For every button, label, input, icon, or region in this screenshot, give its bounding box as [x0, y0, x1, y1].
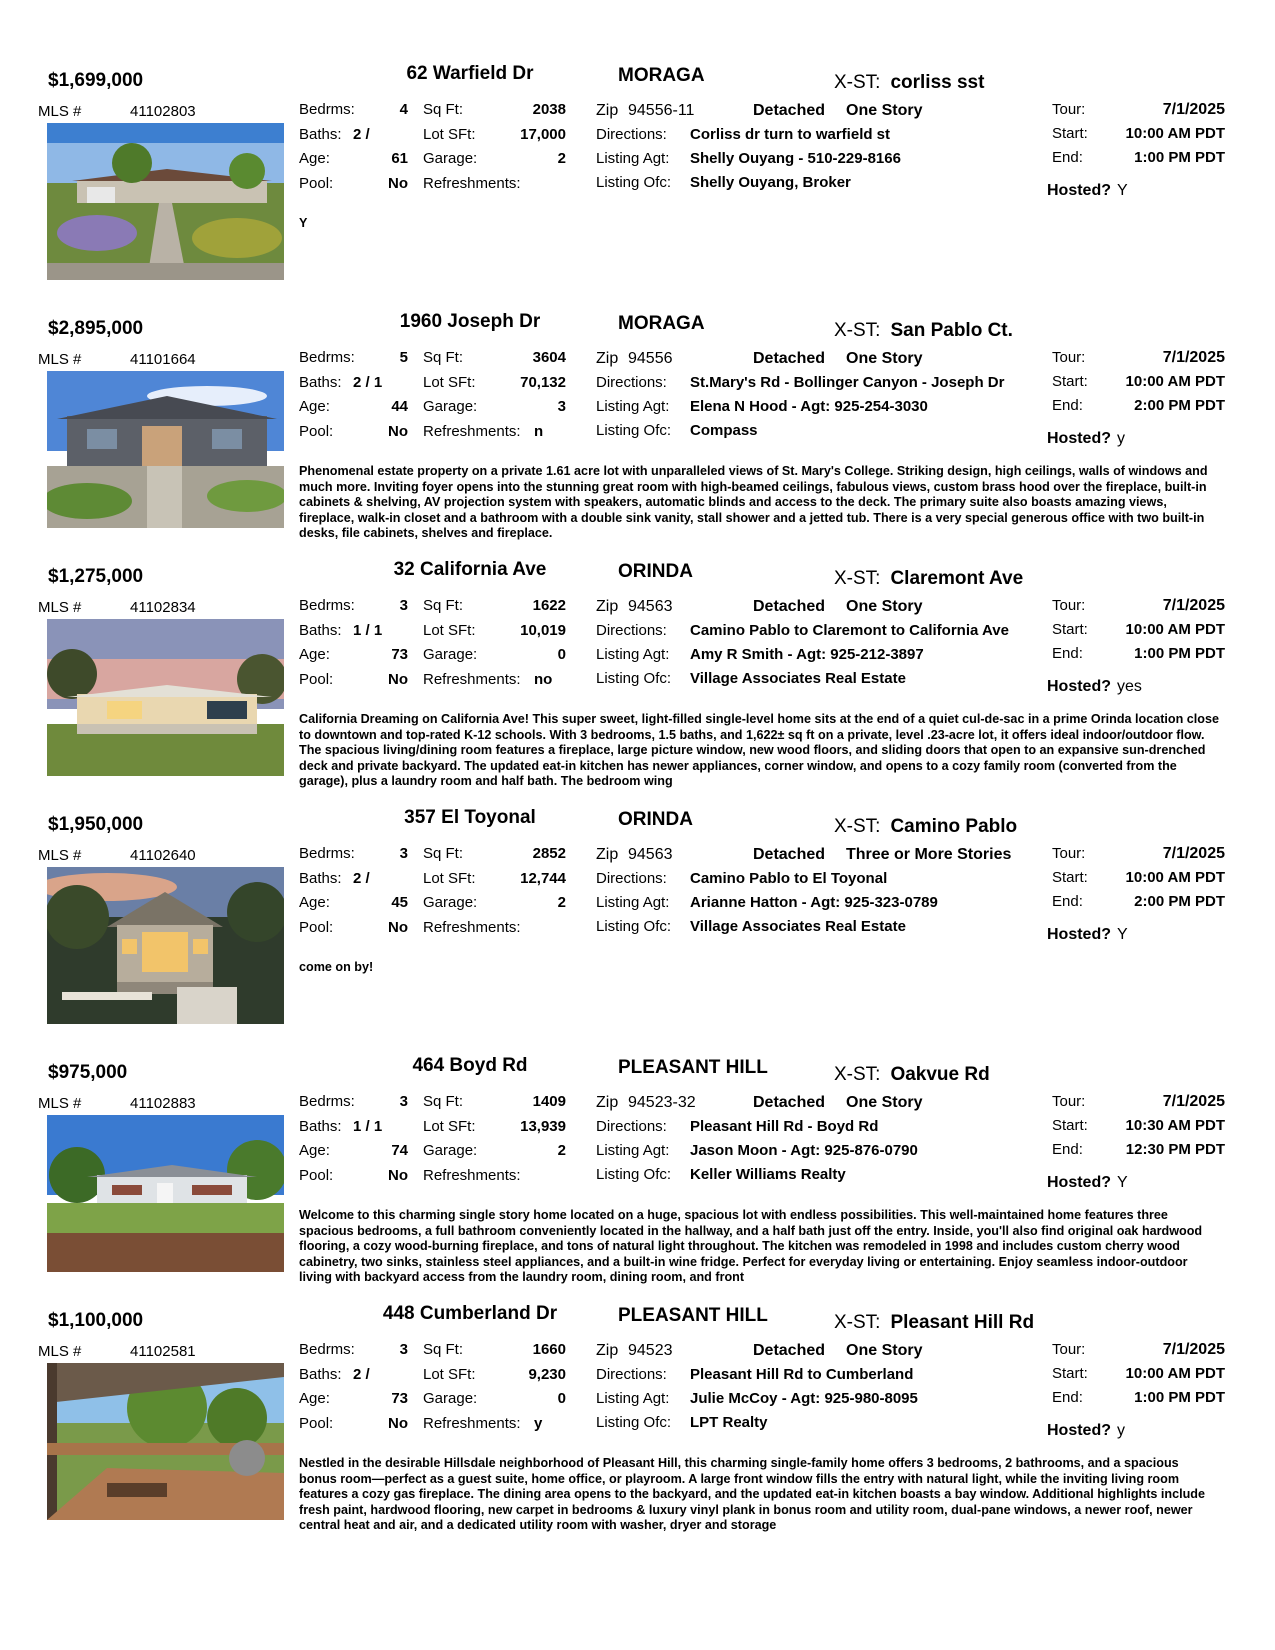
- start-label: Start:: [1052, 125, 1088, 142]
- start-label: Start:: [1052, 869, 1088, 886]
- house-photo-bungalow: [47, 1115, 284, 1272]
- pool-label: Pool:: [299, 1167, 334, 1184]
- property-type: Detached: [753, 598, 826, 615]
- tour-label: Tour:: [1052, 1341, 1086, 1358]
- mls-number: 41102883: [130, 1095, 196, 1112]
- lot-sqft-value: 17,000: [520, 126, 566, 143]
- end-label: End:: [1052, 397, 1083, 414]
- bedrooms-value: 4: [399, 101, 408, 118]
- tour-date: 7/1/2025: [1162, 101, 1225, 118]
- cross-street: [834, 568, 1023, 590]
- sqft-value: 3604: [532, 349, 566, 366]
- baths-label: Baths:: [299, 374, 342, 391]
- listing-description: Phenomenal estate property on a private 1.61 acre lot with unparalleled views of St. Mary's College. Striking design, high ceilings, walls of windows and much more. Inviting foyer opens into the stunning great room with high-beamed ceilings, fabulous views, custom brass hood over the fireplace, built-in cabinets & shelving, AV projection system with speakers, automatic blinds and access to the deck. The primary suite also boasts amazing views, fireplace, walk-in closet and a bathroom with a double sink vanity, stall shower and a jetted tub. There is a very special generous office with two built-in desks, file cabinets, shelves and fireplace.: [299, 464, 1208, 541]
- baths-label: Baths:: [299, 126, 342, 143]
- cross-street: [834, 816, 1017, 838]
- listing-city: ORINDA: [618, 809, 693, 830]
- pool-value: No: [388, 423, 408, 440]
- cross-street-value: corliss sst: [890, 72, 985, 93]
- listing: [0, 806, 1275, 1068]
- age-value: 73: [391, 646, 408, 663]
- property-type: Detached: [753, 102, 826, 119]
- hosted-value: Y: [1117, 926, 1128, 943]
- listing: [0, 62, 1275, 324]
- end-label: End:: [1052, 1389, 1083, 1406]
- end-time: 2:00 PM PDT: [1134, 397, 1225, 414]
- zip-label: Zip: [596, 102, 619, 119]
- garage-label: Garage:: [423, 894, 478, 911]
- hosted: [1047, 430, 1125, 448]
- stories: Three or More Stories: [846, 846, 1012, 863]
- listing-description: come on by!: [299, 960, 374, 974]
- lot-sqft-label: Lot SFt:: [423, 126, 476, 143]
- tour-date: 7/1/2025: [1162, 845, 1225, 862]
- pool-value: No: [388, 919, 408, 936]
- mls-label: MLS #: [38, 103, 82, 120]
- cross-street-label: X-ST:: [834, 568, 881, 589]
- age-label: Age:: [299, 398, 330, 415]
- directions-label: Directions:: [596, 1118, 667, 1135]
- sqft-label: Sq Ft:: [423, 1341, 464, 1358]
- property-type: Detached: [753, 350, 826, 367]
- cross-street-value: Camino Pablo: [890, 816, 1018, 837]
- property-type: Detached: [753, 846, 826, 863]
- age-label: Age:: [299, 150, 330, 167]
- listing: [0, 558, 1275, 820]
- cross-street-label: X-ST:: [834, 320, 881, 341]
- zip-value: 94523-32: [628, 1094, 696, 1111]
- zip-value: 94563: [628, 598, 673, 615]
- tour-label: Tour:: [1052, 349, 1086, 366]
- mls-number: 41101664: [130, 351, 196, 368]
- directions-label: Directions:: [596, 374, 667, 391]
- age-label: Age:: [299, 894, 330, 911]
- mls-number: 41102834: [130, 599, 196, 616]
- lot-sqft-value: 12,744: [520, 870, 566, 887]
- start-time: 10:00 AM PDT: [1125, 373, 1225, 390]
- garage-value: 0: [557, 646, 566, 663]
- listing-description: Y: [299, 216, 308, 230]
- stories: One Story: [846, 1342, 923, 1359]
- lot-sqft-label: Lot SFt:: [423, 1366, 476, 1383]
- garage-label: Garage:: [423, 150, 478, 167]
- hosted-label: Hosted?: [1047, 926, 1111, 943]
- bedrooms-value: 3: [399, 597, 408, 614]
- listing-address: 464 Boyd Rd: [412, 1055, 528, 1076]
- stories: One Story: [846, 350, 923, 367]
- sqft-label: Sq Ft:: [423, 101, 464, 118]
- pool-label: Pool:: [299, 423, 334, 440]
- listing-description: California Dreaming on California Ave! This super sweet, light-filled single-level home sits at the end of a quiet cul-de-sac in a prime Orinda location close to downtown and top-rated K-12 schools. With 3 bedrooms, 1.5 baths, and 1,622± sq ft on a private, level .23-acre lot, it offers ideal indoor/outdoor flow. The spacious living/dining room features a fireplace, large picture window, new wood floors, and sliding doors that open to an expansive sun-drenched deck and private backyard. The updated eat-in kitchen has newer appliances, corner window, and opens to a cozy family room (converted from the garage), plus a laundry room and half bath. The bedroom wing: [299, 712, 1219, 789]
- cross-street: [834, 1312, 1034, 1334]
- hosted-label: Hosted?: [1047, 182, 1111, 199]
- listing-city: MORAGA: [618, 313, 705, 334]
- mls-label: MLS #: [38, 1343, 82, 1360]
- pool-label: Pool:: [299, 919, 334, 936]
- start-label: Start:: [1052, 1117, 1088, 1134]
- refreshments-label: Refreshments:: [423, 1167, 521, 1184]
- listing: [0, 310, 1275, 572]
- bedrooms-label: Bedrms:: [299, 597, 355, 614]
- refreshments-value: y: [534, 1415, 543, 1432]
- sqft-label: Sq Ft:: [423, 597, 464, 614]
- pool-value: No: [388, 175, 408, 192]
- listing-photo: [47, 1363, 284, 1520]
- listing-office-label: Listing Ofc:: [596, 670, 672, 687]
- listing-office-label: Listing Ofc:: [596, 1166, 672, 1183]
- directions-value: Pleasant Hill Rd - Boyd Rd: [690, 1118, 879, 1135]
- start-time: 10:00 AM PDT: [1125, 125, 1225, 142]
- cross-street-label: X-ST:: [834, 72, 881, 93]
- zip-label: Zip: [596, 846, 619, 863]
- listing-price: $1,950,000: [48, 814, 144, 835]
- end-label: End:: [1052, 1141, 1083, 1158]
- mls-label: MLS #: [38, 847, 82, 864]
- listing-agent-label: Listing Agt:: [596, 398, 670, 415]
- mls-number: 41102640: [130, 847, 196, 864]
- listing-city: PLEASANT HILL: [618, 1057, 768, 1078]
- sqft-value: 1409: [532, 1093, 566, 1110]
- hosted-value: y: [1117, 1422, 1125, 1439]
- listing-price: $975,000: [48, 1062, 128, 1083]
- listing-description: Welcome to this charming single story home located on a huge, spacious lot with endless possibilities. This well-maintained home features three spacious bedrooms, a full bathroom conveniently located in the hallway, and a half bath just off the entry. Inside, you'll also find original oak hardwood flooring, a cozy wood-burning fireplace, and tons of natural light throughout. The kitchen was remodeled in 1998 and includes custom cherry wood cabinetry, two sinks, stainless steel appliances, and a built-in wine fridge. Perfect for everyday living or entertaining. Enjoy seamless indoor-outdoor living with backyard access from the laundry room, dining room, and front: [299, 1208, 1203, 1285]
- listing-agent-label: Listing Agt:: [596, 150, 670, 167]
- bedrooms-value: 5: [399, 349, 408, 366]
- lot-sqft-value: 13,939: [520, 1118, 566, 1135]
- end-time: 12:30 PM PDT: [1125, 1141, 1225, 1158]
- sqft-label: Sq Ft:: [423, 845, 464, 862]
- listing-city: ORINDA: [618, 561, 693, 582]
- end-label: End:: [1052, 149, 1083, 166]
- pool-label: Pool:: [299, 671, 334, 688]
- garage-value: 0: [557, 1390, 566, 1407]
- hosted: [1047, 1422, 1125, 1440]
- listing-address: 62 Warfield Dr: [406, 63, 534, 84]
- listing-office-label: Listing Ofc:: [596, 918, 672, 935]
- zip-value: 94556-11: [628, 102, 695, 119]
- house-photo-dusk: [47, 619, 284, 776]
- baths-label: Baths:: [299, 622, 342, 639]
- hosted-value: y: [1117, 430, 1125, 447]
- house-photo-ranch-garden: [47, 123, 284, 280]
- baths-label: Baths:: [299, 870, 342, 887]
- end-label: End:: [1052, 893, 1083, 910]
- hosted-value: yes: [1117, 678, 1142, 695]
- listing-photo: [47, 123, 284, 280]
- cross-street-label: X-ST:: [834, 816, 881, 837]
- mls-label: MLS #: [38, 1095, 82, 1112]
- hosted: [1047, 182, 1128, 200]
- listing-agent-label: Listing Agt:: [596, 646, 670, 663]
- end-time: 2:00 PM PDT: [1134, 893, 1225, 910]
- start-time: 10:00 AM PDT: [1125, 1365, 1225, 1382]
- stories: One Story: [846, 102, 923, 119]
- house-photo-backyard-deck: [47, 1363, 284, 1520]
- zip-value: 94563: [628, 846, 673, 863]
- listing-agent-value: Jason Moon - Agt: 925-876-0790: [690, 1142, 918, 1159]
- end-label: End:: [1052, 645, 1083, 662]
- garage-label: Garage:: [423, 1390, 478, 1407]
- listing-price: $1,100,000: [48, 1310, 144, 1331]
- tour-date: 7/1/2025: [1162, 349, 1225, 366]
- baths-label: Baths:: [299, 1118, 342, 1135]
- lot-sqft-value: 70,132: [520, 374, 566, 391]
- lot-sqft-value: 9,230: [528, 1366, 566, 1383]
- bedrooms-value: 3: [399, 845, 408, 862]
- listing-city: PLEASANT HILL: [618, 1305, 768, 1326]
- listing-price: $1,699,000: [48, 70, 144, 91]
- listing-address: 1960 Joseph Dr: [399, 311, 541, 332]
- lot-sqft-value: 10,019: [520, 622, 566, 639]
- directions-value: Camino Pablo to Claremont to California Ave: [690, 622, 1009, 639]
- lot-sqft-label: Lot SFt:: [423, 374, 476, 391]
- start-label: Start:: [1052, 1365, 1088, 1382]
- listing-office-value: LPT Realty: [690, 1414, 768, 1431]
- mls-label: MLS #: [38, 599, 82, 616]
- hosted-label: Hosted?: [1047, 430, 1111, 447]
- directions-label: Directions:: [596, 126, 667, 143]
- listing-photo: [47, 371, 284, 528]
- age-label: Age:: [299, 1142, 330, 1159]
- property-type: Detached: [753, 1342, 826, 1359]
- refreshments-label: Refreshments:: [423, 423, 521, 440]
- directions-value: St.Mary's Rd - Bollinger Canyon - Joseph Dr: [690, 374, 1005, 391]
- house-photo-multistory: [47, 867, 284, 1024]
- hosted-value: Y: [1117, 182, 1128, 199]
- refreshments-value: no: [534, 671, 553, 688]
- zip-label: Zip: [596, 350, 619, 367]
- refreshments-label: Refreshments:: [423, 671, 521, 688]
- stories: One Story: [846, 598, 923, 615]
- pool-value: No: [388, 1167, 408, 1184]
- sqft-label: Sq Ft:: [423, 1093, 464, 1110]
- listing-office-value: Keller Williams Realty: [690, 1166, 846, 1183]
- directions-label: Directions:: [596, 1366, 667, 1383]
- listing-city: MORAGA: [618, 65, 705, 86]
- listing-agent-value: Arianne Hatton - Agt: 925-323-0789: [690, 894, 938, 911]
- listing-price: $2,895,000: [48, 318, 144, 339]
- end-time: 1:00 PM PDT: [1134, 1389, 1225, 1406]
- refreshments-label: Refreshments:: [423, 175, 521, 192]
- zip-label: Zip: [596, 1342, 619, 1359]
- baths-value: 2 / 1: [353, 374, 383, 391]
- age-label: Age:: [299, 1390, 330, 1407]
- sqft-value: 2852: [532, 845, 566, 862]
- garage-value: 3: [557, 398, 566, 415]
- listing-office-label: Listing Ofc:: [596, 422, 672, 439]
- start-time: 10:00 AM PDT: [1125, 621, 1225, 638]
- listing-office-value: Shelly Ouyang, Broker: [690, 174, 851, 191]
- mls-label: MLS #: [38, 351, 82, 368]
- garage-value: 2: [557, 1142, 566, 1159]
- property-type: Detached: [753, 1094, 826, 1111]
- bedrooms-value: 3: [399, 1093, 408, 1110]
- baths-value: 1 / 1: [353, 622, 383, 639]
- cross-street: [834, 72, 984, 94]
- listing-photo: [47, 1115, 284, 1272]
- listing-address: 357 El Toyonal: [404, 807, 536, 828]
- house-photo-estate: [47, 371, 284, 528]
- listing-agent-label: Listing Agt:: [596, 1390, 670, 1407]
- tour-date: 7/1/2025: [1162, 1341, 1225, 1358]
- age-label: Age:: [299, 646, 330, 663]
- listing-office-value: Compass: [690, 422, 758, 439]
- tour-label: Tour:: [1052, 101, 1086, 118]
- listing-address: 448 Cumberland Dr: [382, 1303, 558, 1324]
- listing-agent-value: Shelly Ouyang - 510-229-8166: [690, 150, 901, 167]
- hosted: [1047, 1174, 1128, 1192]
- listing-agent-value: Elena N Hood - Agt: 925-254-3030: [690, 398, 928, 415]
- listing-office-value: Village Associates Real Estate: [690, 670, 906, 687]
- start-time: 10:00 AM PDT: [1125, 869, 1225, 886]
- sqft-label: Sq Ft:: [423, 349, 464, 366]
- lot-sqft-label: Lot SFt:: [423, 870, 476, 887]
- hosted-label: Hosted?: [1047, 1422, 1111, 1439]
- tour-date: 7/1/2025: [1162, 1093, 1225, 1110]
- refreshments-label: Refreshments:: [423, 1415, 521, 1432]
- refreshments-value: n: [534, 423, 544, 440]
- bedrooms-label: Bedrms:: [299, 1093, 355, 1110]
- refreshments-label: Refreshments:: [423, 919, 521, 936]
- age-value: 45: [391, 894, 408, 911]
- end-time: 1:00 PM PDT: [1134, 645, 1225, 662]
- pool-value: No: [388, 671, 408, 688]
- hosted: [1047, 926, 1128, 944]
- garage-label: Garage:: [423, 1142, 478, 1159]
- zip-value: 94556: [628, 350, 673, 367]
- age-value: 61: [391, 150, 408, 167]
- garage-label: Garage:: [423, 646, 478, 663]
- cross-street: [834, 320, 1013, 342]
- listing-agent-label: Listing Agt:: [596, 1142, 670, 1159]
- sqft-value: 1660: [532, 1341, 566, 1358]
- mls-number: 41102581: [130, 1343, 196, 1360]
- sqft-value: 1622: [532, 597, 566, 614]
- listing-office-label: Listing Ofc:: [596, 174, 672, 191]
- hosted: [1047, 678, 1142, 696]
- listing-agent-label: Listing Agt:: [596, 894, 670, 911]
- directions-label: Directions:: [596, 870, 667, 887]
- directions-label: Directions:: [596, 622, 667, 639]
- listing: [0, 1302, 1275, 1564]
- baths-value: 2 /: [353, 870, 370, 887]
- bedrooms-label: Bedrms:: [299, 349, 355, 366]
- sqft-value: 2038: [532, 101, 566, 118]
- tour-date: 7/1/2025: [1162, 597, 1225, 614]
- age-value: 73: [391, 1390, 408, 1407]
- cross-street-value: Pleasant Hill Rd: [890, 1312, 1035, 1333]
- age-value: 44: [391, 398, 408, 415]
- end-time: 1:00 PM PDT: [1134, 149, 1225, 166]
- baths-value: 2 /: [353, 126, 370, 143]
- lot-sqft-label: Lot SFt:: [423, 1118, 476, 1135]
- cross-street: [834, 1064, 990, 1086]
- listing-agent-value: Amy R Smith - Agt: 925-212-3897: [690, 646, 924, 663]
- zip-label: Zip: [596, 1094, 619, 1111]
- stories: One Story: [846, 1094, 923, 1111]
- listing-description: Nestled in the desirable Hillsdale neighborhood of Pleasant Hill, this charming single-family home offers 3 bedrooms, 2 bathrooms, and a spacious bonus room—perfect as a guest suite, home office, or playroom. A large front window fills the entry with natural light, while the inviting living room features a cozy gas fireplace. The dining area opens to the backyard, and the updated eat-in kitchen boasts a bay window. Additional highlights include fresh paint, hardwood flooring, new carpet in bedrooms & luxury vinyl plank in bonus room and utility room, dual-pane windows, a newer roof, newer central heat and air, and a dedicated utility room with washer, dryer and storage: [299, 1456, 1205, 1533]
- baths-label: Baths:: [299, 1366, 342, 1383]
- listing: [0, 1054, 1275, 1316]
- cross-street-value: Claremont Ave: [890, 568, 1024, 589]
- listing-photo: [47, 867, 284, 1024]
- listing-agent-value: Julie McCoy - Agt: 925-980-8095: [690, 1390, 918, 1407]
- listing-address: 32 California Ave: [393, 559, 547, 580]
- pool-value: No: [388, 1415, 408, 1432]
- cross-street-label: X-ST:: [834, 1064, 881, 1085]
- lot-sqft-label: Lot SFt:: [423, 622, 476, 639]
- cross-street-value: San Pablo Ct.: [890, 320, 1013, 341]
- garage-value: 2: [557, 150, 566, 167]
- baths-value: 1 / 1: [353, 1118, 383, 1135]
- cross-street-label: X-ST:: [834, 1312, 881, 1333]
- cross-street-value: Oakvue Rd: [890, 1064, 990, 1085]
- bedrooms-label: Bedrms:: [299, 1341, 355, 1358]
- mls-number: 41102803: [130, 103, 196, 120]
- tour-label: Tour:: [1052, 845, 1086, 862]
- listing-office-label: Listing Ofc:: [596, 1414, 672, 1431]
- garage-label: Garage:: [423, 398, 478, 415]
- hosted-label: Hosted?: [1047, 678, 1111, 695]
- tour-label: Tour:: [1052, 1093, 1086, 1110]
- bedrooms-label: Bedrms:: [299, 845, 355, 862]
- tour-label: Tour:: [1052, 597, 1086, 614]
- directions-value: Camino Pablo to El Toyonal: [690, 870, 888, 887]
- bedrooms-label: Bedrms:: [299, 101, 355, 118]
- baths-value: 2 /: [353, 1366, 370, 1383]
- hosted-label: Hosted?: [1047, 1174, 1111, 1191]
- pool-label: Pool:: [299, 175, 334, 192]
- start-time: 10:30 AM PDT: [1125, 1117, 1225, 1134]
- hosted-value: Y: [1117, 1174, 1128, 1191]
- zip-label: Zip: [596, 598, 619, 615]
- zip-value: 94523: [628, 1342, 673, 1359]
- start-label: Start:: [1052, 621, 1088, 638]
- pool-label: Pool:: [299, 1415, 334, 1432]
- start-label: Start:: [1052, 373, 1088, 390]
- listing-office-value: Village Associates Real Estate: [690, 918, 906, 935]
- garage-value: 2: [557, 894, 566, 911]
- directions-value: Corliss dr turn to warfield st: [690, 126, 891, 143]
- listing-photo: [47, 619, 284, 776]
- listing-price: $1,275,000: [48, 566, 144, 587]
- age-value: 74: [391, 1142, 408, 1159]
- directions-value: Pleasant Hill Rd to Cumberland: [690, 1366, 914, 1383]
- bedrooms-value: 3: [399, 1341, 408, 1358]
